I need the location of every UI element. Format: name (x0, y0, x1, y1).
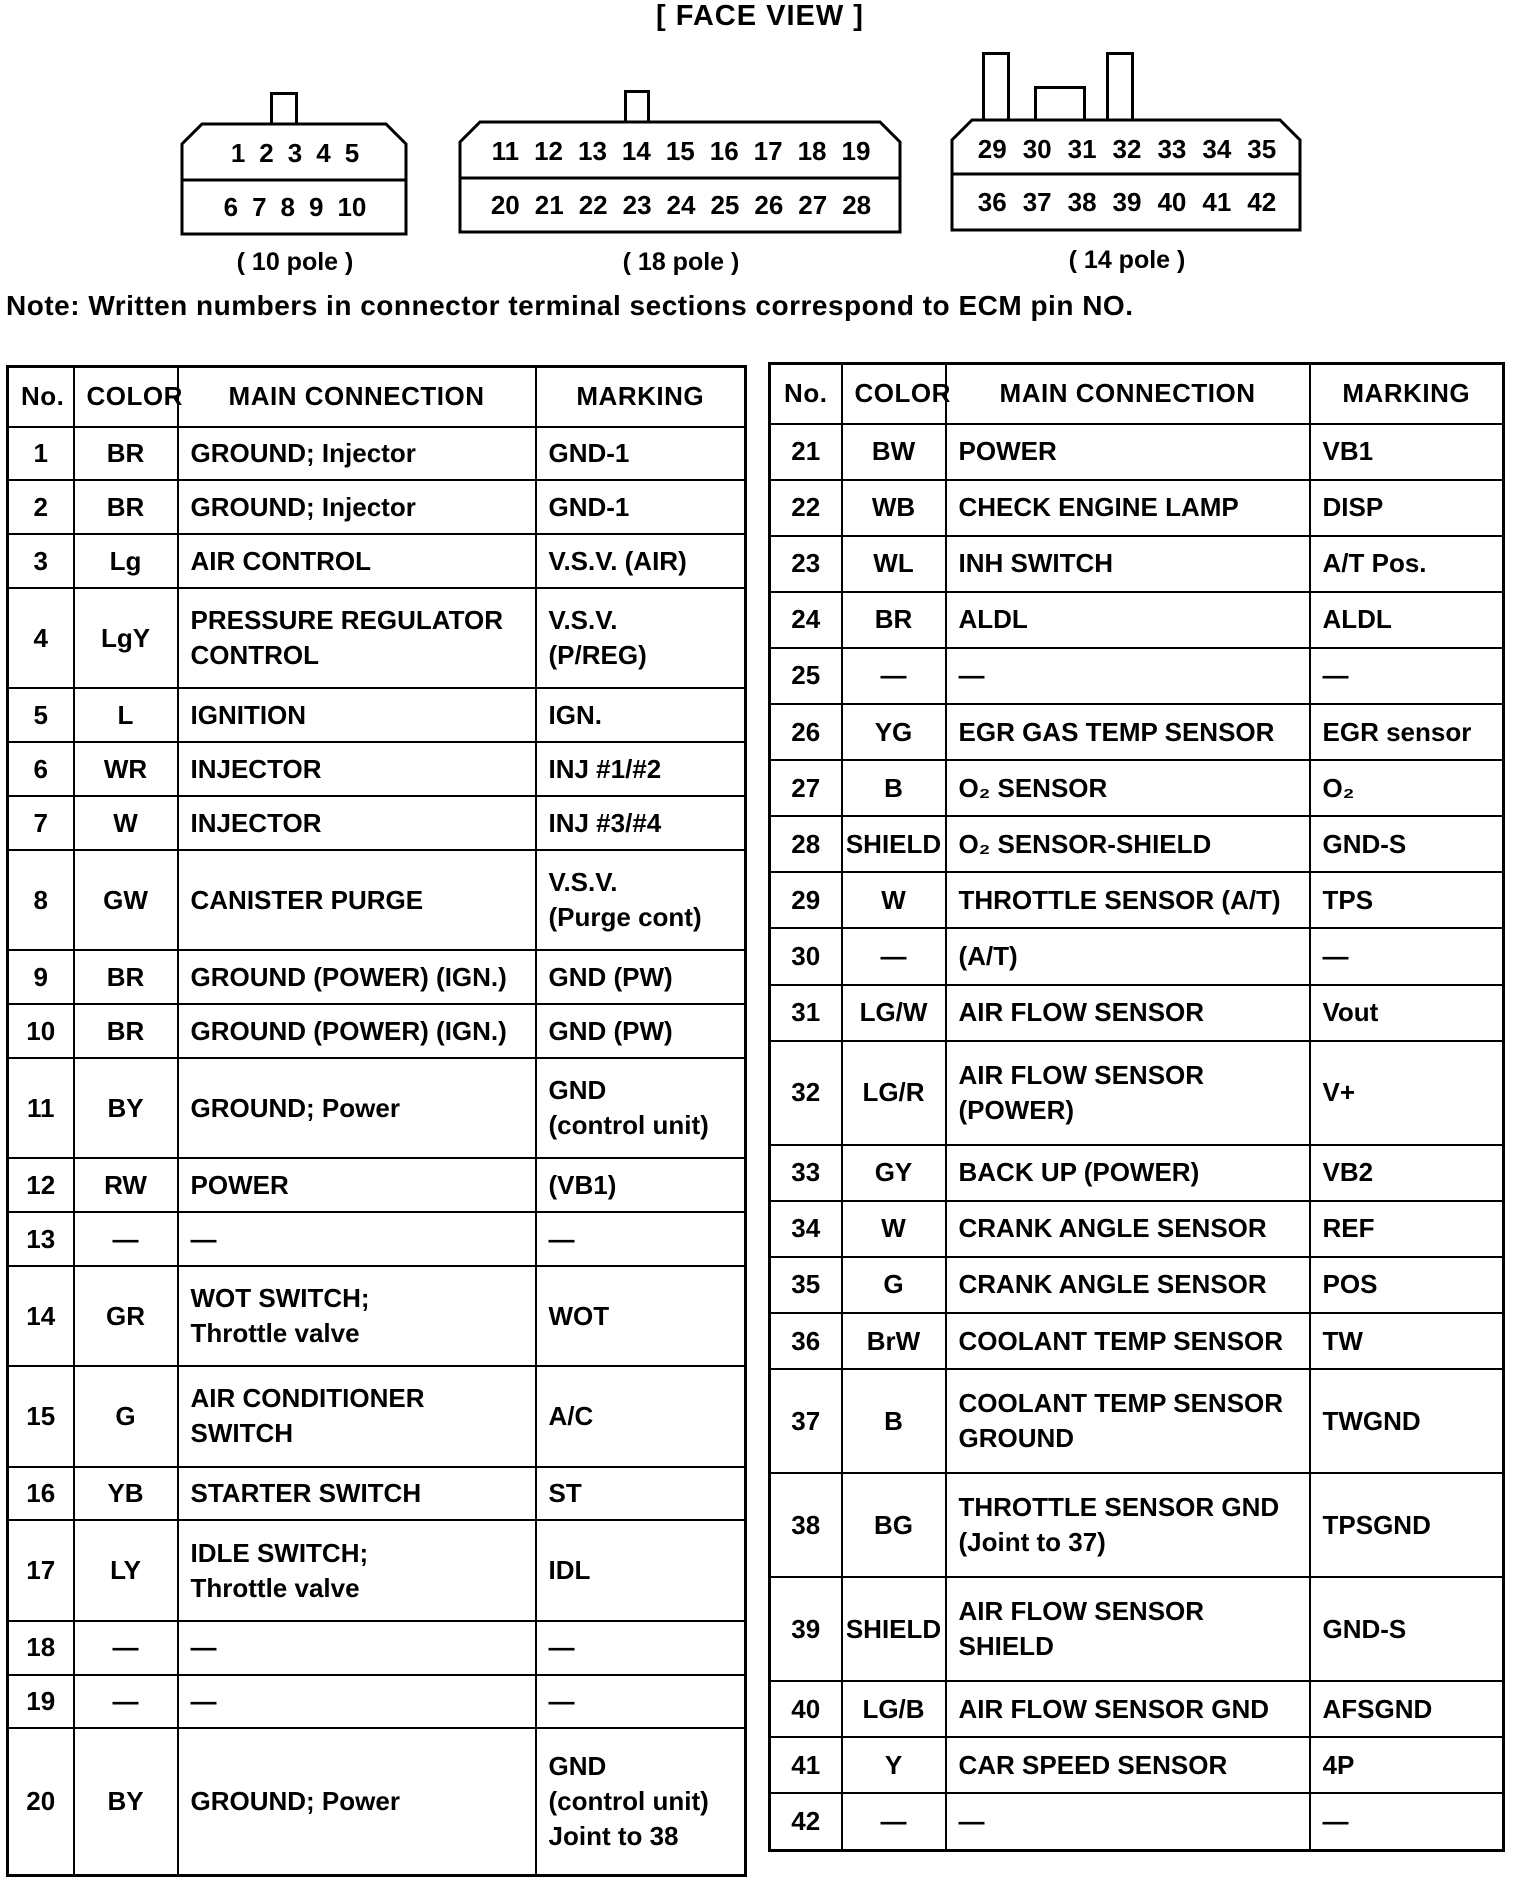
pin-number: 10 (8, 1004, 74, 1058)
main-connection: CHECK ENGINE LAMP (946, 480, 1310, 536)
table-row (8, 588, 746, 688)
pin-table-right (768, 362, 1505, 1852)
wire-color: YB (74, 1467, 178, 1521)
table-row (770, 928, 1504, 984)
table-row (8, 688, 746, 742)
pin-number: 14 (8, 1266, 74, 1366)
marking: — (1310, 648, 1504, 704)
main-connection: — (946, 648, 1310, 704)
marking: VB2 (1310, 1145, 1504, 1201)
main-connection: BACK UP (POWER) (946, 1145, 1310, 1201)
wire-color: LG/W (842, 985, 946, 1041)
table-row (770, 424, 1504, 480)
table-row (770, 1577, 1504, 1681)
marking: IDL (536, 1520, 746, 1620)
table-row (8, 1366, 746, 1466)
marking: VB1 (1310, 424, 1504, 480)
main-connection: COOLANT TEMP SENSOR GROUND (946, 1369, 1310, 1473)
pin-label: 3 (287, 138, 303, 168)
pin-number: 13 (8, 1212, 74, 1266)
wire-color: BG (842, 1473, 946, 1577)
pin-number: 25 (770, 648, 842, 704)
pin-label: 21 (534, 190, 564, 220)
marking: — (1310, 928, 1504, 984)
connector-14-top-row (950, 134, 1304, 165)
pin-number: 1 (8, 427, 74, 481)
pin-number: 3 (8, 534, 74, 588)
pin-number: 8 (8, 850, 74, 950)
pin-number: 38 (770, 1473, 842, 1577)
wire-color: GR (74, 1266, 178, 1366)
main-connection: POWER (946, 424, 1310, 480)
marking: TWGND (1310, 1369, 1504, 1473)
main-connection: AIR CONDITIONER SWITCH (178, 1366, 536, 1466)
connector-key-tab (624, 90, 650, 124)
wire-color: GY (842, 1145, 946, 1201)
table-row (8, 950, 746, 1004)
marking: TPSGND (1310, 1473, 1504, 1577)
main-connection: AIR FLOW SENSOR SHIELD (946, 1577, 1310, 1681)
main-connection: ALDL (946, 592, 1310, 648)
marking: O₂ (1310, 760, 1504, 816)
pin-number: 26 (770, 704, 842, 760)
main-connection: INH SWITCH (946, 536, 1310, 592)
wire-color: BrW (842, 1313, 946, 1369)
table-row (770, 648, 1504, 704)
main-connection: COOLANT TEMP SENSOR (946, 1313, 1310, 1369)
connector-key-tab (1034, 86, 1086, 122)
pin-label: 1 (230, 138, 246, 168)
header-color: COLOR (842, 364, 946, 424)
wire-color: W (74, 796, 178, 850)
pin-number: 27 (770, 760, 842, 816)
table-row (8, 1058, 746, 1158)
marking: GND-S (1310, 1577, 1504, 1681)
wire-color: — (842, 648, 946, 704)
pin-label: 29 (977, 134, 1007, 164)
wire-color: SHIELD (842, 1577, 946, 1681)
main-connection: EGR GAS TEMP SENSOR (946, 704, 1310, 760)
wire-color: L (74, 688, 178, 742)
table-row (770, 816, 1504, 872)
wire-color: LG/B (842, 1681, 946, 1737)
pin-number: 15 (8, 1366, 74, 1466)
table-row (770, 536, 1504, 592)
wire-color: — (74, 1675, 178, 1729)
marking: ALDL (1310, 592, 1504, 648)
connector-18-top-row (458, 136, 904, 167)
pin-number: 33 (770, 1145, 842, 1201)
table-row (770, 1681, 1504, 1737)
connector-18-label: ( 18 pole ) (622, 248, 740, 276)
marking: TPS (1310, 872, 1504, 928)
pin-label: 35 (1247, 134, 1277, 164)
pin-number: 42 (770, 1793, 842, 1850)
marking: V.S.V. (AIR) (536, 534, 746, 588)
pin-label: 8 (280, 192, 295, 222)
pin-number: 41 (770, 1737, 842, 1793)
marking: DISP (1310, 480, 1504, 536)
pin-label: 23 (622, 190, 652, 220)
table-row (770, 592, 1504, 648)
marking: — (536, 1675, 746, 1729)
pin-number: 24 (770, 592, 842, 648)
pin-number: 36 (770, 1313, 842, 1369)
pin-number: 34 (770, 1201, 842, 1257)
main-connection: GROUND; Power (178, 1728, 536, 1875)
pin-label: 42 (1247, 187, 1277, 217)
main-connection: THROTTLE SENSOR (A/T) (946, 872, 1310, 928)
table-row (8, 1621, 746, 1675)
wire-color: BR (74, 427, 178, 481)
marking: GND (control unit) (536, 1058, 746, 1158)
marking: REF (1310, 1201, 1504, 1257)
header-connection: MAIN CONNECTION (178, 367, 536, 427)
main-connection: GROUND; Power (178, 1058, 536, 1158)
main-connection: — (178, 1621, 536, 1675)
connector-key-tab (1106, 52, 1134, 122)
table-row (770, 1257, 1504, 1313)
connector-key-tab (982, 52, 1010, 122)
main-connection: AIR CONTROL (178, 534, 536, 588)
pin-label: 34 (1202, 134, 1232, 164)
pin-number: 22 (770, 480, 842, 536)
pin-number: 37 (770, 1369, 842, 1473)
pin-label: 20 (490, 190, 520, 220)
wire-color: BR (74, 1004, 178, 1058)
marking: A/C (536, 1366, 746, 1466)
pin-number: 17 (8, 1520, 74, 1620)
pin-number: 12 (8, 1158, 74, 1212)
header-connection: MAIN CONNECTION (946, 364, 1310, 424)
marking: GND (PW) (536, 950, 746, 1004)
pin-label: 24 (666, 190, 696, 220)
pin-number: 39 (770, 1577, 842, 1681)
wire-color: SHIELD (842, 816, 946, 872)
pin-label: 18 (797, 136, 827, 166)
table-row (770, 872, 1504, 928)
wire-color: BY (74, 1728, 178, 1875)
table-row (8, 534, 746, 588)
wire-color: LG/R (842, 1041, 946, 1145)
table-row (770, 985, 1504, 1041)
table-row (8, 1158, 746, 1212)
table-row (8, 1520, 746, 1620)
pin-label: 31 (1067, 134, 1097, 164)
pin-number: 40 (770, 1681, 842, 1737)
marking: WOT (536, 1266, 746, 1366)
main-connection: GROUND; Injector (178, 480, 536, 534)
marking: 4P (1310, 1737, 1504, 1793)
marking: — (1310, 1793, 1504, 1850)
marking: V.S.V. (Purge cont) (536, 850, 746, 950)
marking: (VB1) (536, 1158, 746, 1212)
pin-number: 35 (770, 1257, 842, 1313)
table-header-row (770, 364, 1504, 424)
pin-number: 11 (8, 1058, 74, 1158)
connector-key-tab (270, 92, 298, 126)
pin-label: 40 (1157, 187, 1187, 217)
pin-label: 16 (709, 136, 739, 166)
wire-color: WR (74, 742, 178, 796)
table-row (8, 1675, 746, 1729)
face-view-title: [ FACE VIEW ] (656, 0, 864, 32)
connector-14-label: ( 14 pole ) (1068, 246, 1186, 274)
pin-label: 19 (841, 136, 871, 166)
main-connection: WOT SWITCH; Throttle valve (178, 1266, 536, 1366)
main-connection: — (178, 1675, 536, 1729)
pin-label: 38 (1067, 187, 1097, 217)
main-connection: CANISTER PURGE (178, 850, 536, 950)
pin-number: 5 (8, 688, 74, 742)
table-row (770, 704, 1504, 760)
header-marking: MARKING (536, 367, 746, 427)
wire-color: BR (74, 480, 178, 534)
main-connection: — (178, 1212, 536, 1266)
main-connection: GROUND (POWER) (IGN.) (178, 1004, 536, 1058)
wire-color: LgY (74, 588, 178, 688)
pin-label: 11 (491, 136, 520, 166)
wire-color: G (842, 1257, 946, 1313)
table-row (770, 1369, 1504, 1473)
marking: GND-1 (536, 480, 746, 534)
wire-color: Lg (74, 534, 178, 588)
connector-10-top-row (180, 138, 410, 169)
pin-label: 12 (534, 136, 563, 166)
pin-label: 6 (223, 192, 239, 222)
main-connection: INJECTOR (178, 742, 536, 796)
wire-color: W (842, 1201, 946, 1257)
marking: Vout (1310, 985, 1504, 1041)
pin-label: 28 (842, 190, 872, 220)
wire-color: B (842, 1369, 946, 1473)
pin-number: 30 (770, 928, 842, 984)
pin-label: 5 (344, 138, 360, 168)
marking: V+ (1310, 1041, 1504, 1145)
pin-label: 15 (665, 136, 695, 166)
table-row (8, 742, 746, 796)
table-row (8, 427, 746, 481)
marking: GND-1 (536, 427, 746, 481)
header-marking: MARKING (1310, 364, 1504, 424)
pin-label: 14 (621, 136, 651, 166)
pin-label: 32 (1112, 134, 1142, 164)
pin-number: 32 (770, 1041, 842, 1145)
pin-number: 20 (8, 1728, 74, 1875)
pin-label: 39 (1112, 187, 1142, 217)
main-connection: AIR FLOW SENSOR (946, 985, 1310, 1041)
wire-color: W (842, 872, 946, 928)
pin-label: 9 (309, 192, 324, 222)
table-row (8, 796, 746, 850)
table-row (770, 1201, 1504, 1257)
pin-number: 16 (8, 1467, 74, 1521)
pin-label: 27 (798, 190, 828, 220)
table-row (8, 1266, 746, 1366)
pin-number: 28 (770, 816, 842, 872)
note-text: Note: Written numbers in connector terminal sections correspond to ECM pin NO. (6, 290, 1134, 321)
wire-color: — (74, 1621, 178, 1675)
main-connection: STARTER SWITCH (178, 1467, 536, 1521)
table-row (8, 1212, 746, 1266)
pin-number: 9 (8, 950, 74, 1004)
main-connection: AIR FLOW SENSOR GND (946, 1681, 1310, 1737)
main-connection: INJECTOR (178, 796, 536, 850)
pin-label: 4 (316, 138, 331, 168)
wire-color: — (842, 1793, 946, 1850)
wire-color: BR (74, 950, 178, 1004)
header-color: COLOR (74, 367, 178, 427)
connector-14-bottom-row (950, 187, 1304, 218)
table-header-row (8, 367, 746, 427)
pin-label: 25 (710, 190, 740, 220)
main-connection: CAR SPEED SENSOR (946, 1737, 1310, 1793)
table-row (770, 1737, 1504, 1793)
wire-color: RW (74, 1158, 178, 1212)
pin-number: 18 (8, 1621, 74, 1675)
marking: ST (536, 1467, 746, 1521)
pin-number: 6 (8, 742, 74, 796)
table-row (8, 1004, 746, 1058)
main-connection: IDLE SWITCH; Throttle valve (178, 1520, 536, 1620)
pin-label: 26 (754, 190, 784, 220)
marking: INJ #1/#2 (536, 742, 746, 796)
wire-color: G (74, 1366, 178, 1466)
connector-10-bottom-row (180, 192, 410, 223)
marking: A/T Pos. (1310, 536, 1504, 592)
connector-10-label: ( 10 pole ) (236, 248, 354, 276)
connector-18-bottom-row (458, 190, 904, 221)
wire-color: Y (842, 1737, 946, 1793)
main-connection: THROTTLE SENSOR GND (Joint to 37) (946, 1473, 1310, 1577)
table-row (770, 480, 1504, 536)
table-row (770, 1041, 1504, 1145)
marking: IGN. (536, 688, 746, 742)
marking: INJ #3/#4 (536, 796, 746, 850)
main-connection: (A/T) (946, 928, 1310, 984)
marking: TW (1310, 1313, 1504, 1369)
main-connection: O₂ SENSOR-SHIELD (946, 816, 1310, 872)
marking: — (536, 1212, 746, 1266)
table-row (770, 1313, 1504, 1369)
wire-color: WL (842, 536, 946, 592)
table-row (8, 1467, 746, 1521)
marking: GND-S (1310, 816, 1504, 872)
wire-color: GW (74, 850, 178, 950)
pin-label: 30 (1022, 134, 1052, 164)
main-connection: GROUND (POWER) (IGN.) (178, 950, 536, 1004)
pin-label: 7 (252, 192, 267, 222)
pin-number: 4 (8, 588, 74, 688)
main-connection: CRANK ANGLE SENSOR (946, 1257, 1310, 1313)
table-row (8, 480, 746, 534)
main-connection: CRANK ANGLE SENSOR (946, 1201, 1310, 1257)
wire-color: — (74, 1212, 178, 1266)
wire-color: BY (74, 1058, 178, 1158)
wire-color: YG (842, 704, 946, 760)
pin-label: 2 (259, 138, 274, 168)
wire-color: WB (842, 480, 946, 536)
marking: V.S.V. (P/REG) (536, 588, 746, 688)
pin-number: 2 (8, 480, 74, 534)
wire-color: BW (842, 424, 946, 480)
marking: — (536, 1621, 746, 1675)
header-no: No. (770, 364, 842, 424)
wire-color: B (842, 760, 946, 816)
marking: GND (PW) (536, 1004, 746, 1058)
main-connection: POWER (178, 1158, 536, 1212)
pin-table-left (6, 365, 747, 1877)
marking: GND (control unit) Joint to 38 (536, 1728, 746, 1875)
pin-label: 36 (977, 187, 1007, 217)
pin-label: 33 (1157, 134, 1187, 164)
main-connection: — (946, 1793, 1310, 1850)
pin-number: 7 (8, 796, 74, 850)
pin-label: 41 (1202, 187, 1232, 217)
wire-color: LY (74, 1520, 178, 1620)
pin-label: 37 (1022, 187, 1052, 217)
pin-number: 21 (770, 424, 842, 480)
pin-label: 10 (337, 192, 367, 222)
pin-number: 23 (770, 536, 842, 592)
pin-number: 31 (770, 985, 842, 1041)
marking: AFSGND (1310, 1681, 1504, 1737)
table-row (770, 760, 1504, 816)
main-connection: IGNITION (178, 688, 536, 742)
pin-number: 19 (8, 1675, 74, 1729)
main-connection: GROUND; Injector (178, 427, 536, 481)
pin-label: 13 (577, 136, 607, 166)
main-connection: PRESSURE REGULATOR CONTROL (178, 588, 536, 688)
marking: EGR sensor (1310, 704, 1504, 760)
pin-label: 17 (753, 136, 783, 166)
pin-number: 29 (770, 872, 842, 928)
wire-color: — (842, 928, 946, 984)
main-connection: O₂ SENSOR (946, 760, 1310, 816)
table-row (770, 1145, 1504, 1201)
wire-color: BR (842, 592, 946, 648)
table-row (8, 850, 746, 950)
table-row (770, 1793, 1504, 1850)
table-row (8, 1728, 746, 1875)
header-no: No. (8, 367, 74, 427)
marking: POS (1310, 1257, 1504, 1313)
table-row (770, 1473, 1504, 1577)
pin-label: 22 (578, 190, 608, 220)
main-connection: AIR FLOW SENSOR (POWER) (946, 1041, 1310, 1145)
